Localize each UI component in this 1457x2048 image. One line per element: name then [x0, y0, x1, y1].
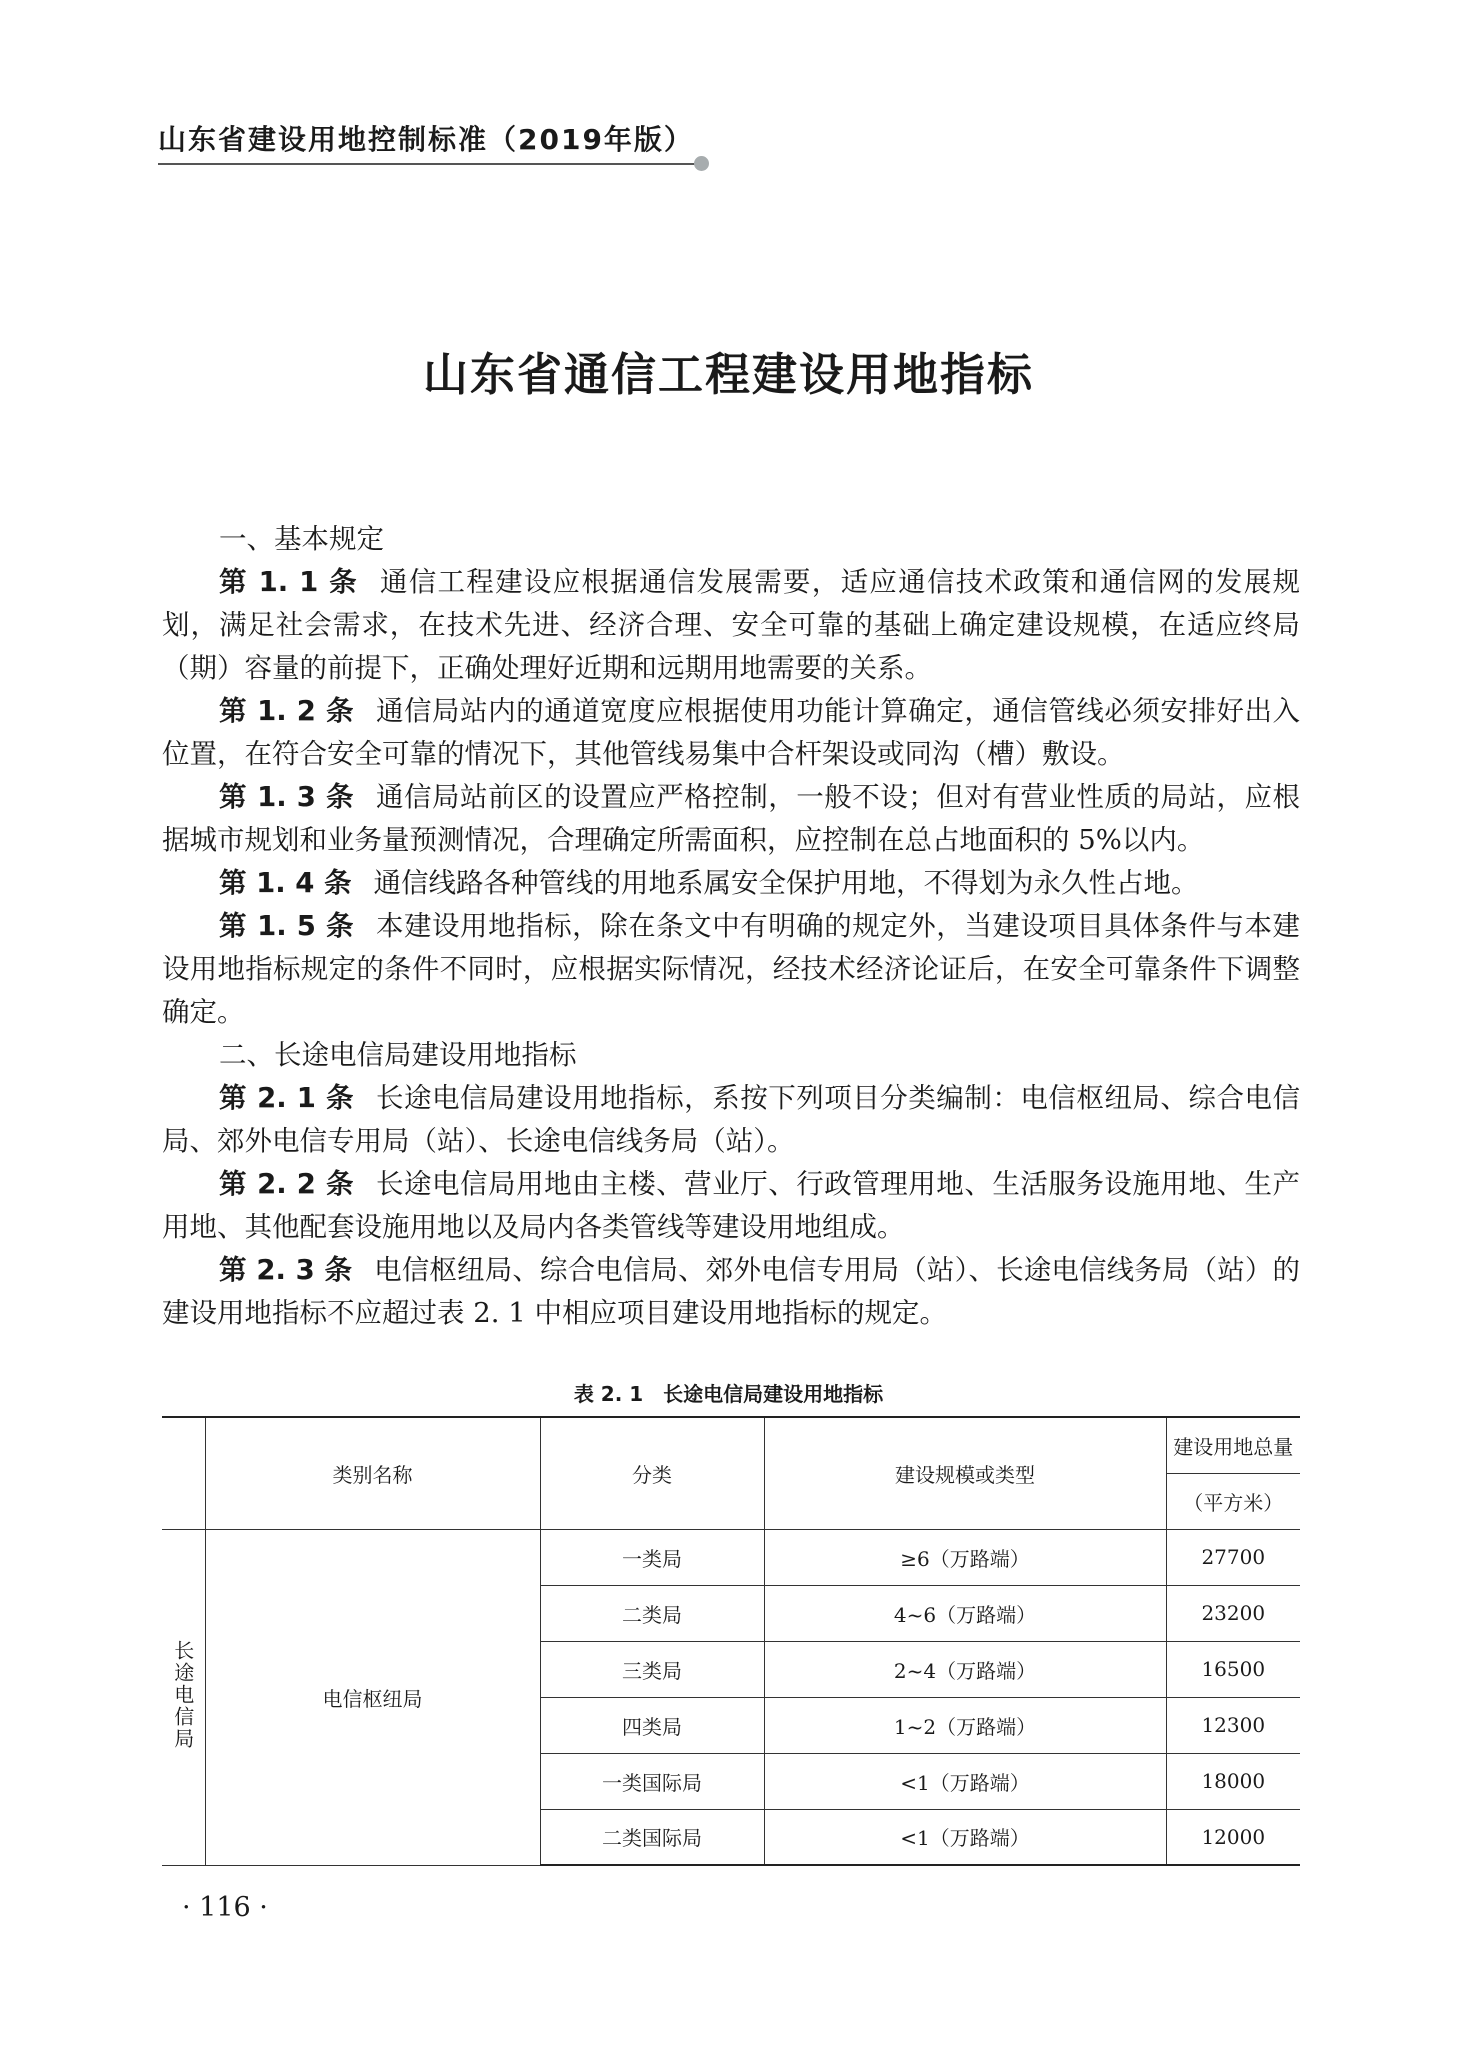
row-scale: 2~4（万路端） — [764, 1641, 1166, 1697]
article-text: 通信线路各种管线的用地系属安全保护用地，不得划为永久性占地。 — [373, 867, 1199, 899]
header-rule — [158, 163, 698, 165]
article-paragraph — [162, 690, 1300, 776]
header-dot-icon — [694, 156, 709, 171]
row-class: 四类局 — [540, 1697, 764, 1753]
section-heading: 一、基本规定 — [219, 523, 384, 555]
article-paragraph — [162, 1077, 1300, 1163]
article-number: 第 1. 1 条 — [219, 566, 358, 598]
page-title: 山东省通信工程建设用地指标 — [422, 348, 1034, 401]
row-class: 一类局 — [540, 1529, 764, 1585]
row-class: 三类局 — [540, 1641, 764, 1697]
row-class: 二类国际局 — [540, 1809, 764, 1865]
running-header: 山东省建设用地控制标准（2019年版） — [158, 123, 694, 156]
group-name: 电信枢纽局 — [205, 1529, 540, 1865]
row-area: 12000 — [1166, 1809, 1300, 1865]
article-number: 第 2. 1 条 — [219, 1082, 355, 1114]
article-text: 长途电信局用地由主楼、营业厅、行政管理用地、生活服务设施用地、生产用地、其他配套设施用地以及局内各类管线等建设用地组成。 — [162, 1168, 1300, 1243]
section-heading: 二、长途电信局建设用地指标 — [219, 1039, 577, 1071]
article-number: 第 1. 3 条 — [219, 781, 355, 813]
article-number: 第 1. 2 条 — [219, 695, 355, 727]
article-paragraph — [162, 1249, 1300, 1335]
header-total: 建设用地总量 — [1166, 1417, 1300, 1473]
row-class: 一类国际局 — [540, 1753, 764, 1809]
body-text — [162, 518, 1300, 1335]
article-text: 本建设用地指标，除在条文中有明确的规定外，当建设项目具体条件与本建设用地指标规定的条件不同时，应根据实际情况，经技术经济论证后，在安全可靠条件下调整确定。 — [162, 910, 1300, 1028]
article-number: 第 1. 4 条 — [219, 867, 352, 899]
header-category: 类别名称 — [205, 1417, 540, 1529]
row-area: 12300 — [1166, 1697, 1300, 1753]
page-number: · 116 · — [182, 1892, 268, 1923]
article-paragraph — [162, 905, 1300, 1034]
article-text: 通信局站前区的设置应严格控制，一般不设；但对有营业性质的局站，应根据城市规划和业务量预测情况，合理确定所需面积，应控制在总占地面积的 5%以内。 — [162, 781, 1300, 856]
table-caption: 表 2. 1 长途电信局建设用地指标 — [573, 1382, 884, 1406]
article-text: 通信工程建设应根据通信发展需要，适应通信技术政策和通信网的发展规划，满足社会需求，在技术先进、经济合理、安全可靠的基础上确定建设规模，在适应终局（期）容量的前提下，正确处理好近期和远期用地需要的关系。 — [162, 566, 1300, 684]
row-class: 二类局 — [540, 1585, 764, 1641]
row-scale: 4~6（万路端） — [764, 1585, 1166, 1641]
article-number: 第 2. 3 条 — [219, 1254, 353, 1286]
article-text: 通信局站内的通道宽度应根据使用功能计算确定，通信管线必须安排好出入位置，在符合安全可靠的情况下，其他管线易集中合杆架设或同沟（槽）敷设。 — [162, 695, 1300, 770]
article-paragraph — [162, 561, 1300, 690]
table-corner-cell — [162, 1417, 205, 1529]
header-class: 分类 — [540, 1417, 764, 1529]
article-number: 第 1. 5 条 — [219, 910, 355, 942]
header-scale: 建设规模或类型 — [764, 1417, 1166, 1529]
row-area: 16500 — [1166, 1641, 1300, 1697]
article-text: 长途电信局建设用地指标，系按下列项目分类编制：电信枢纽局、综合电信局、郊外电信专用局（站）、长途电信线务局（站）。 — [162, 1082, 1300, 1157]
row-area: 18000 — [1166, 1753, 1300, 1809]
article-paragraph — [162, 1163, 1300, 1249]
header-unit: （平方米） — [1166, 1473, 1300, 1529]
article-text: 电信枢纽局、综合电信局、郊外电信专用局（站）、长途电信线务局（站）的建设用地指标不应超过表 2. 1 中相应项目建设用地指标的规定。 — [162, 1254, 1300, 1329]
row-area: 27700 — [1166, 1529, 1300, 1585]
row-scale: <1（万路端） — [764, 1753, 1166, 1809]
row-area: 23200 — [1166, 1585, 1300, 1641]
article-paragraph — [162, 776, 1300, 862]
side-label: 长途电信局 — [170, 1639, 195, 1750]
side-label-cell — [162, 1529, 205, 1865]
row-scale: ≥6（万路端） — [764, 1529, 1166, 1585]
land-use-table — [162, 1416, 1300, 1866]
article-number: 第 2. 2 条 — [219, 1168, 355, 1200]
row-scale: 1~2（万路端） — [764, 1697, 1166, 1753]
row-scale: <1（万路端） — [764, 1809, 1166, 1865]
article-paragraph — [162, 862, 1300, 905]
